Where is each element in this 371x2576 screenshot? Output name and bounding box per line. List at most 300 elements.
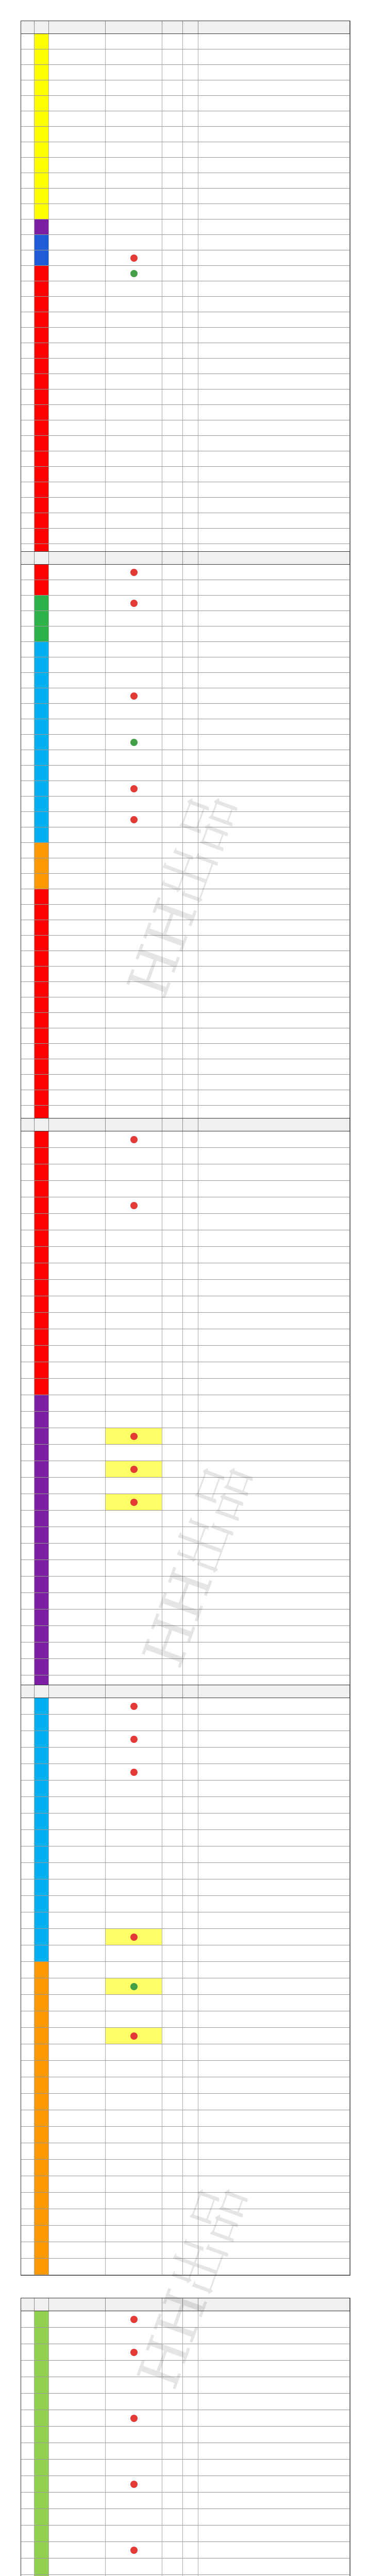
header-cell <box>183 1118 198 1131</box>
table-row <box>21 1197 350 1214</box>
item-name-cell <box>49 1494 106 1510</box>
icon-cell <box>106 2061 162 2077</box>
remark-cell <box>198 1214 350 1230</box>
remark-cell <box>198 1609 350 1625</box>
grade-color-cell <box>35 127 49 142</box>
count-cell <box>162 1230 183 1246</box>
count-cell <box>162 688 183 703</box>
icon-cell <box>106 1863 162 1879</box>
unit-cell <box>183 688 198 703</box>
item-name-cell <box>49 673 106 688</box>
icon-cell <box>106 1247 162 1263</box>
row-number-cell <box>21 920 35 935</box>
reward-badge-icon <box>130 600 138 607</box>
count-cell <box>162 250 183 265</box>
grade-color-cell <box>35 1995 49 2011</box>
row-number-cell <box>21 2077 35 2093</box>
row-number-cell <box>21 611 35 626</box>
icon-cell <box>106 1395 162 1411</box>
unit-cell <box>183 1148 198 1164</box>
table-header <box>21 2298 350 2311</box>
remark-cell <box>198 657 350 672</box>
row-number-cell <box>21 1428 35 1444</box>
grade-color-cell <box>35 2443 49 2459</box>
icon-cell <box>106 65 162 80</box>
icon-cell <box>106 1642 162 1658</box>
table-row <box>21 498 350 513</box>
grade-color-cell <box>35 1044 49 1059</box>
remark-cell <box>198 2242 350 2258</box>
unit-cell <box>183 1494 198 1510</box>
remark-cell <box>198 1879 350 1895</box>
remark-cell <box>198 1715 350 1731</box>
unit-cell <box>183 1577 198 1592</box>
icon-cell <box>106 905 162 920</box>
remark-cell <box>198 1830 350 1846</box>
item-name-cell <box>49 1830 106 1846</box>
row-number-cell <box>21 266 35 281</box>
unit-cell <box>183 1929 198 1945</box>
remark-cell <box>198 420 350 435</box>
grade-color-cell <box>35 967 49 981</box>
icon-cell <box>106 1814 162 1829</box>
icon-cell <box>106 2028 162 2044</box>
count-cell <box>162 704 183 719</box>
table-row <box>21 1044 350 1059</box>
unit-cell <box>183 889 198 904</box>
remark-cell <box>198 529 350 544</box>
remark-cell <box>198 2427 350 2443</box>
table-row <box>21 1131 350 1148</box>
unit-cell <box>183 1863 198 1879</box>
icon-cell <box>106 1028 162 1043</box>
icon-cell <box>106 2394 162 2410</box>
unit-cell <box>183 1379 198 1395</box>
row-number-cell <box>21 2011 35 2027</box>
row-number-cell <box>21 436 35 451</box>
unit-cell <box>183 281 198 296</box>
icon-cell <box>106 1059 162 1074</box>
table-row <box>21 127 350 142</box>
count-cell <box>162 1896 183 1912</box>
count-cell <box>162 1912 183 1928</box>
item-name-cell <box>49 2493 106 2509</box>
item-name-cell <box>49 2127 106 2143</box>
table-row <box>21 2226 350 2242</box>
count-cell <box>162 2127 183 2143</box>
unit-cell <box>183 2443 198 2459</box>
remark-cell <box>198 1577 350 1592</box>
row-number-cell <box>21 905 35 920</box>
unit-cell <box>183 1428 198 1444</box>
row-number-cell <box>21 49 35 64</box>
count-cell <box>162 580 183 595</box>
grade-color-cell <box>35 2361 49 2377</box>
row-number-cell <box>21 389 35 404</box>
unit-cell <box>183 1748 198 1764</box>
item-name-cell <box>49 96 106 111</box>
remark-cell <box>198 2259 350 2275</box>
table-row <box>21 2328 350 2344</box>
unit-cell <box>183 2344 198 2360</box>
grade-color-cell <box>35 2044 49 2060</box>
row-number-cell <box>21 451 35 466</box>
remark-cell <box>198 1230 350 1246</box>
remark-cell <box>198 1698 350 1714</box>
unit-cell <box>183 219 198 234</box>
remark-cell <box>198 2061 350 2077</box>
table-row <box>21 596 350 611</box>
icon-cell <box>106 1214 162 1230</box>
item-name-cell <box>49 1978 106 1994</box>
count-cell <box>162 451 183 466</box>
item-name-cell <box>49 580 106 595</box>
icon-cell <box>106 158 162 173</box>
grade-color-cell <box>35 1346 49 1362</box>
header-cell <box>162 552 183 564</box>
table-row <box>21 796 350 812</box>
grade-color-cell <box>35 281 49 296</box>
table-row <box>21 1461 350 1478</box>
table-row <box>21 688 350 704</box>
row-number-cell <box>21 936 35 951</box>
count-cell <box>162 2410 183 2426</box>
grade-color-cell <box>35 1879 49 1895</box>
remark-cell <box>198 1814 350 1829</box>
row-number-cell <box>21 1781 35 1797</box>
unit-cell <box>183 2176 198 2192</box>
remark-cell <box>198 204 350 219</box>
icon-cell <box>106 967 162 981</box>
remark-cell <box>198 1593 350 1609</box>
unit-cell <box>183 127 198 142</box>
row-number-cell <box>21 1247 35 1263</box>
header-cell <box>198 21 350 33</box>
grade-color-cell <box>35 328 49 343</box>
count-cell <box>162 1346 183 1362</box>
row-number-cell <box>21 127 35 142</box>
item-name-cell <box>49 2094 106 2110</box>
icon-cell <box>106 2377 162 2393</box>
grade-color-cell <box>35 889 49 904</box>
row-number-cell <box>21 1263 35 1279</box>
remark-cell <box>198 750 350 765</box>
remark-cell <box>198 735 350 750</box>
grade-color-cell <box>35 1544 49 1560</box>
table-row <box>21 874 350 889</box>
remark-cell <box>198 997 350 1012</box>
table-header <box>21 1685 350 1698</box>
item-name-cell <box>49 1263 106 1279</box>
item-name-cell <box>49 1296 106 1312</box>
grade-color-cell <box>35 2427 49 2443</box>
grade-color-cell <box>35 1945 49 1961</box>
unit-cell <box>183 1715 198 1731</box>
remark-cell <box>198 343 350 358</box>
table-row <box>21 2127 350 2143</box>
remark-cell <box>198 266 350 281</box>
icon-cell <box>106 2443 162 2459</box>
remark-cell <box>198 1247 350 1263</box>
icon-cell <box>106 2209 162 2225</box>
count-cell <box>162 1181 183 1197</box>
header-cell <box>162 2298 183 2311</box>
table-row <box>21 1764 350 1781</box>
icon-cell <box>106 482 162 497</box>
grade-color-cell <box>35 2259 49 2275</box>
remark-cell <box>198 2460 350 2476</box>
item-name-cell <box>49 1560 106 1576</box>
remark-cell <box>198 1428 350 1444</box>
remark-cell <box>198 2044 350 2060</box>
grade-color-cell <box>35 2176 49 2192</box>
count-cell <box>162 2460 183 2476</box>
item-name-cell <box>49 1814 106 1829</box>
remark-cell <box>198 2443 350 2459</box>
icon-cell <box>106 389 162 404</box>
grade-color-cell <box>35 1379 49 1395</box>
grade-color-cell <box>35 1395 49 1411</box>
row-number-cell <box>21 673 35 688</box>
remark-cell <box>198 1461 350 1477</box>
row-number-cell <box>21 1912 35 1928</box>
item-name-cell <box>49 766 106 781</box>
item-name-cell <box>49 2460 106 2476</box>
header-cell <box>35 1685 49 1698</box>
icon-cell <box>106 111 162 126</box>
item-name-cell <box>49 2509 106 2525</box>
count-cell <box>162 642 183 657</box>
row-number-cell <box>21 173 35 188</box>
grade-color-cell <box>35 1659 49 1675</box>
remark-cell <box>198 781 350 796</box>
row-number-cell <box>21 111 35 126</box>
remark-cell <box>198 1659 350 1675</box>
remark-cell <box>198 766 350 781</box>
remark-cell <box>198 1313 350 1329</box>
remark-cell <box>198 142 350 157</box>
unit-cell <box>183 80 198 95</box>
table-row <box>21 513 350 529</box>
row-number-cell <box>21 1395 35 1411</box>
grade-color-cell <box>35 158 49 173</box>
row-number-cell <box>21 1626 35 1642</box>
grade-color-cell <box>35 1748 49 1764</box>
header-cell <box>162 21 183 33</box>
header-cell <box>35 552 49 564</box>
table-row <box>21 812 350 827</box>
row-number-cell <box>21 2558 35 2574</box>
count-cell <box>162 1511 183 1527</box>
unit-cell <box>183 1461 198 1477</box>
icon-cell <box>106 1609 162 1625</box>
unit-cell <box>183 436 198 451</box>
grade-color-cell <box>35 1494 49 1510</box>
grade-color-cell <box>35 1698 49 1714</box>
unit-cell <box>183 1075 198 1090</box>
icon-cell <box>106 1412 162 1428</box>
table-row <box>21 1247 350 1263</box>
row-number-cell <box>21 1978 35 1994</box>
table-section <box>21 2298 350 2576</box>
row-number-cell <box>21 1461 35 1477</box>
grade-color-cell <box>35 1511 49 1527</box>
count-cell <box>162 565 183 580</box>
grade-color-cell <box>35 796 49 811</box>
row-number-cell <box>21 2344 35 2360</box>
unit-cell <box>183 1764 198 1780</box>
row-number-cell <box>21 328 35 343</box>
table-row <box>21 2361 350 2377</box>
icon-cell <box>106 1527 162 1543</box>
item-name-cell <box>49 1044 106 1059</box>
row-number-cell <box>21 766 35 781</box>
unit-cell <box>183 513 198 528</box>
icon-cell <box>106 2011 162 2027</box>
table-row <box>21 642 350 657</box>
count-cell <box>162 2094 183 2110</box>
header-cell <box>106 21 162 33</box>
remark-cell <box>198 235 350 250</box>
remark-cell <box>198 1781 350 1797</box>
grade-color-cell <box>35 2011 49 2027</box>
grade-color-cell <box>35 719 49 734</box>
header-cell <box>49 1118 106 1131</box>
grade-color-cell <box>35 874 49 889</box>
row-number-cell <box>21 2427 35 2443</box>
grade-color-cell <box>35 250 49 265</box>
item-name-cell <box>49 1781 106 1797</box>
unit-cell <box>183 374 198 389</box>
icon-cell <box>106 642 162 657</box>
unit-cell <box>183 1527 198 1543</box>
item-name-cell <box>49 982 106 997</box>
row-number-cell <box>21 858 35 873</box>
row-number-cell <box>21 1560 35 1576</box>
grade-color-cell <box>35 1214 49 1230</box>
table-row <box>21 312 350 328</box>
count-cell <box>162 1781 183 1797</box>
row-number-cell <box>21 1846 35 1862</box>
unit-cell <box>183 2160 198 2176</box>
remark-cell <box>198 405 350 420</box>
grade-color-cell <box>35 1846 49 1862</box>
remark-cell <box>198 1131 350 1147</box>
table-row <box>21 626 350 642</box>
count-cell <box>162 982 183 997</box>
unit-cell <box>183 1044 198 1059</box>
grade-color-cell <box>35 1560 49 1576</box>
grade-color-cell <box>35 1075 49 1090</box>
count-cell <box>162 2542 183 2558</box>
count-cell <box>162 2344 183 2360</box>
count-cell <box>162 1090 183 1105</box>
reward-badge-icon <box>130 1703 138 1710</box>
item-name-cell <box>49 812 106 827</box>
count-cell <box>162 1428 183 1444</box>
item-name-cell <box>49 1764 106 1780</box>
count-cell <box>162 1764 183 1780</box>
unit-cell <box>183 1781 198 1797</box>
count-cell <box>162 1412 183 1428</box>
item-name-cell <box>49 266 106 281</box>
icon-cell <box>106 2044 162 2060</box>
count-cell <box>162 997 183 1012</box>
remark-cell <box>198 359 350 374</box>
table-row <box>21 2061 350 2077</box>
count-cell <box>162 2226 183 2242</box>
row-number-cell <box>21 626 35 641</box>
icon-cell <box>106 1577 162 1592</box>
unit-cell <box>183 1362 198 1378</box>
icon-cell <box>106 498 162 513</box>
grade-color-cell <box>35 626 49 641</box>
table-row <box>21 451 350 467</box>
table-row <box>21 1527 350 1544</box>
header-cell <box>198 552 350 564</box>
header-cell <box>198 1685 350 1698</box>
icon-cell <box>106 1797 162 1813</box>
icon-cell <box>106 2476 162 2492</box>
table-row <box>21 359 350 374</box>
grade-color-cell <box>35 2509 49 2525</box>
item-name-cell <box>49 467 106 482</box>
grade-color-cell <box>35 1896 49 1912</box>
row-number-cell <box>21 2143 35 2159</box>
count-cell <box>162 65 183 80</box>
count-cell <box>162 858 183 873</box>
row-number-cell <box>21 2110 35 2126</box>
row-number-cell <box>21 1593 35 1609</box>
count-cell <box>162 735 183 750</box>
item-name-cell <box>49 111 106 126</box>
header-cell <box>35 1118 49 1131</box>
remark-cell <box>198 688 350 703</box>
table-row <box>21 1494 350 1511</box>
item-name-cell <box>49 657 106 672</box>
unit-cell <box>183 1978 198 1994</box>
row-number-cell <box>21 1748 35 1764</box>
count-cell <box>162 2328 183 2344</box>
count-cell <box>162 874 183 889</box>
grade-color-cell <box>35 1715 49 1731</box>
row-number-cell <box>21 1731 35 1747</box>
icon-cell <box>106 719 162 734</box>
grade-color-cell <box>35 2328 49 2344</box>
remark-cell <box>198 96 350 111</box>
header-cell <box>198 2298 350 2311</box>
icon-cell <box>106 1698 162 1714</box>
table-row <box>21 1280 350 1296</box>
count-cell <box>162 219 183 234</box>
remark-cell <box>198 874 350 889</box>
remark-cell <box>198 2526 350 2541</box>
count-cell <box>162 1698 183 1714</box>
row-number-cell <box>21 889 35 904</box>
table-row <box>21 2542 350 2558</box>
remark-cell <box>198 1912 350 1928</box>
item-name-cell <box>49 2242 106 2258</box>
count-cell <box>162 1879 183 1895</box>
unit-cell <box>183 359 198 374</box>
row-number-cell <box>21 2259 35 2275</box>
unit-cell <box>183 1059 198 1074</box>
item-name-cell <box>49 451 106 466</box>
count-cell <box>162 142 183 157</box>
row-number-cell <box>21 2361 35 2377</box>
table-row <box>21 467 350 482</box>
row-number-cell <box>21 951 35 966</box>
